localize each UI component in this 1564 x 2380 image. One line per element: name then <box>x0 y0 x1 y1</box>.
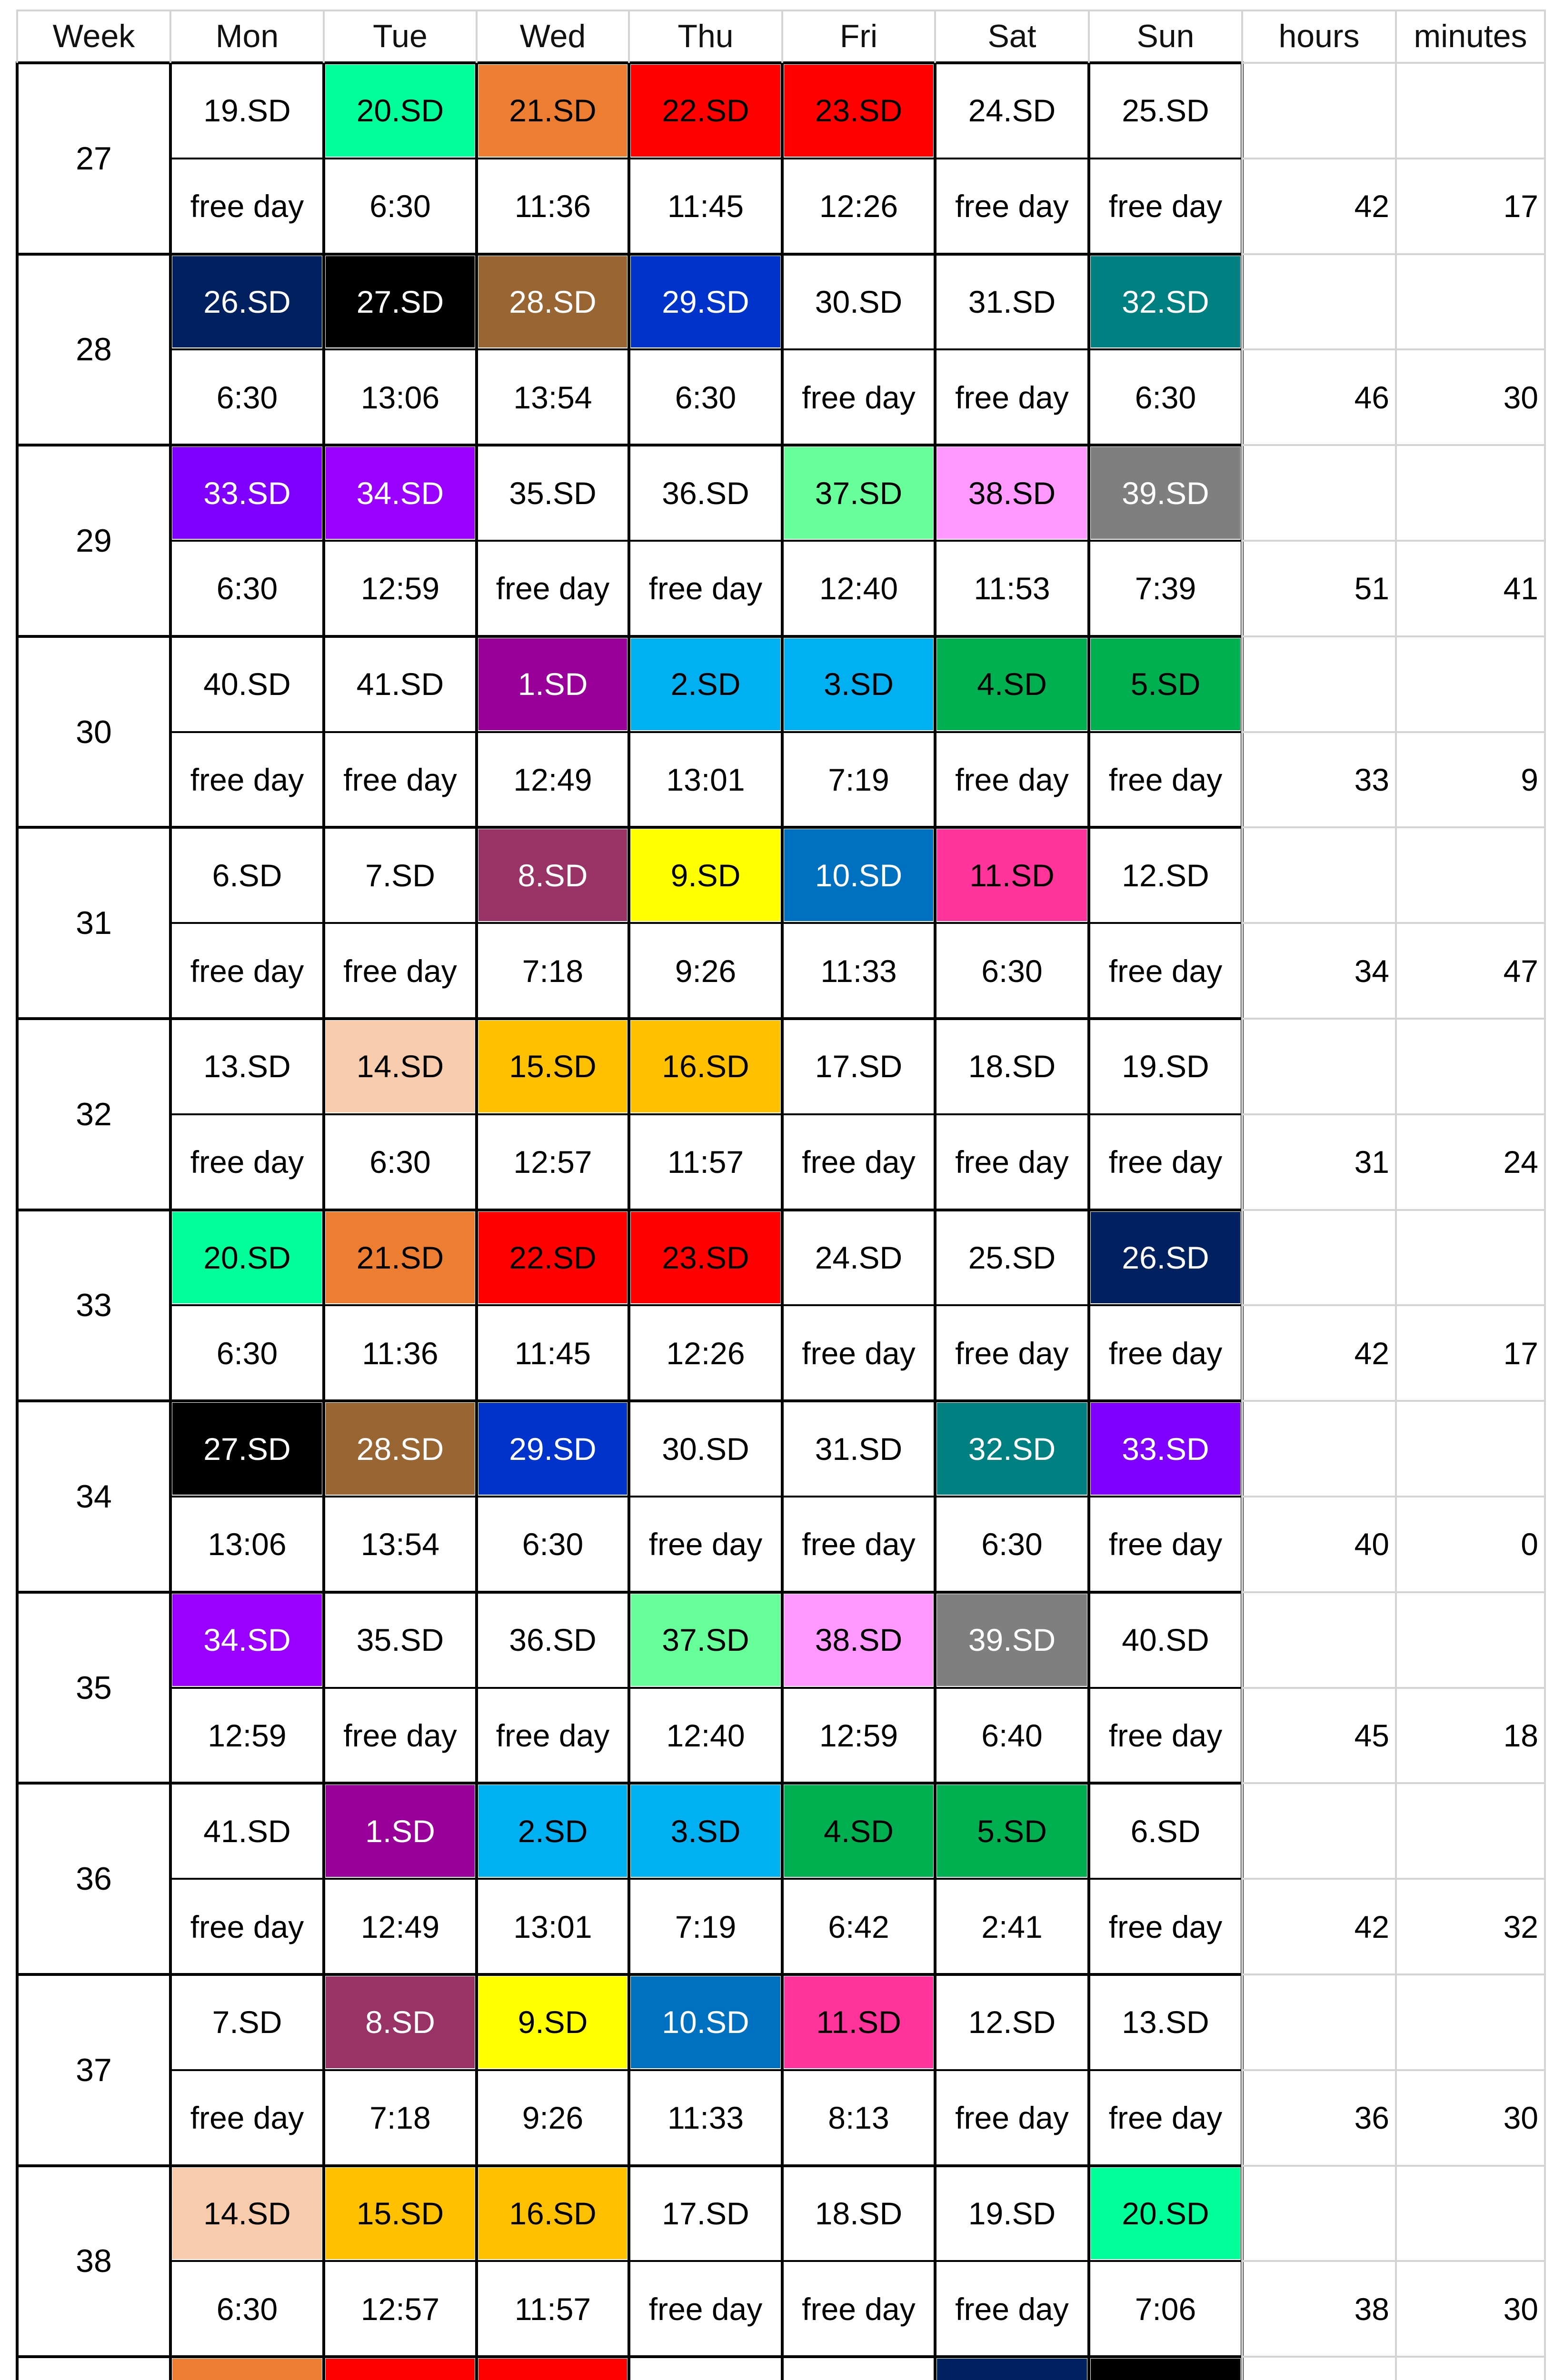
shift-time-cell: 12:40 <box>819 571 898 606</box>
shift-time-cell: 12:57 <box>513 1144 592 1180</box>
week-number <box>17 2357 170 2380</box>
shift-code-cell: 9.SD <box>631 829 780 921</box>
hours-total: 33 <box>1354 762 1389 797</box>
shift-time-cell: 13:54 <box>360 1527 440 1562</box>
shift-time-cell: 7:18 <box>369 2100 431 2136</box>
shift-time-cell: 7:19 <box>828 762 889 797</box>
grid-line-light <box>1242 1973 1545 1975</box>
shift-code-cell: 20.SD <box>326 65 475 157</box>
shift-time-cell: free day <box>1108 1909 1223 1944</box>
grid-line-light <box>1242 2260 1545 2262</box>
shift-code-cell: 40.SD <box>1122 1622 1209 1658</box>
shift-code-cell <box>784 2359 933 2380</box>
shift-time-cell: free day <box>190 953 304 989</box>
grid-line-light <box>1242 2356 1545 2358</box>
shift-time-cell: free day <box>802 1527 916 1562</box>
grid-line-horizontal <box>170 731 1242 733</box>
week-number: 34 <box>76 1478 112 1515</box>
grid-line-horizontal <box>170 1496 1242 1497</box>
shift-time-cell: 6:30 <box>981 1527 1043 1562</box>
grid-line-light <box>1242 635 1545 637</box>
grid-line-light <box>1242 444 1545 446</box>
shift-time-cell: 6:30 <box>216 2291 278 2327</box>
shift-time-cell: 11:36 <box>514 188 591 224</box>
shift-code-cell: 2.SD <box>631 638 780 730</box>
shift-time-cell: free day <box>648 571 763 606</box>
shift-time-cell: 6:30 <box>981 953 1043 989</box>
shift-code-cell: 29.SD <box>478 1403 627 1495</box>
shift-time-cell: free day <box>1108 1717 1223 1753</box>
grid-line-light <box>323 10 325 63</box>
shift-code-cell: 15.SD <box>478 1021 627 1112</box>
shift-time-cell: free day <box>1108 762 1223 797</box>
grid-line-light <box>1241 10 1243 63</box>
shift-code-cell: 4.SD <box>937 638 1087 730</box>
shift-code-cell: 12.SD <box>1122 857 1209 893</box>
grid-line-light <box>1242 1209 1545 1211</box>
shift-time-cell: free day <box>190 188 304 224</box>
shift-code-cell: 18.SD <box>815 2195 903 2231</box>
shift-code-cell: 15.SD <box>326 2168 475 2260</box>
hours-total: 45 <box>1354 1717 1389 1753</box>
shift-code-cell: 3.SD <box>784 638 933 730</box>
week-number: 31 <box>76 905 112 942</box>
shift-time-cell: free day <box>648 2291 763 2327</box>
hours-total: 34 <box>1354 953 1389 989</box>
minutes-total: 9 <box>1521 762 1538 797</box>
shift-code-cell: 36.SD <box>509 1622 597 1658</box>
header-day-wed: Wed <box>519 18 586 54</box>
shift-time-cell: 13:54 <box>513 379 592 415</box>
shift-time-cell: 9:26 <box>675 953 737 989</box>
header-week: Week <box>52 18 135 54</box>
shift-code-cell: 19.SD <box>968 2195 1056 2231</box>
grid-line-light <box>1242 1113 1545 1115</box>
grid-line-horizontal <box>16 1209 1244 1211</box>
header-day-tue: Tue <box>373 18 428 54</box>
shift-code-cell: 33.SD <box>172 447 322 539</box>
grid-line-light <box>1544 63 1546 2380</box>
shift-code-cell: 30.SD <box>815 284 903 319</box>
shift-time-cell: free day <box>496 571 610 606</box>
grid-line-horizontal <box>170 158 1242 159</box>
header-minutes: minutes <box>1414 18 1527 54</box>
grid-line-vertical <box>628 61 630 2380</box>
shift-code-cell: 34.SD <box>326 447 475 539</box>
shift-time-cell: 11:45 <box>667 188 744 224</box>
shift-time-cell: 12:59 <box>360 571 440 606</box>
shift-code-cell: 21.SD <box>478 65 627 157</box>
shift-time-cell: 6:40 <box>981 1717 1043 1753</box>
shift-time-cell: free day <box>955 1335 1069 1371</box>
shift-code-cell: 37.SD <box>631 1594 780 1686</box>
shift-code-cell: 35.SD <box>356 1622 444 1658</box>
grid-line-horizontal <box>16 253 1244 256</box>
shift-code-cell: 19.SD <box>203 93 291 129</box>
shift-code-cell: 21.SD <box>326 1212 475 1304</box>
shift-code-cell: 31.SD <box>968 284 1056 319</box>
grid-line-light <box>1242 1782 1545 1784</box>
shift-code-cell: 28.SD <box>326 1403 475 1495</box>
header-day-fri: Fri <box>839 18 878 54</box>
shift-code-cell: 38.SD <box>937 447 1087 539</box>
shift-time-cell: free day <box>496 1717 610 1753</box>
shift-time-cell: free day <box>1108 953 1223 989</box>
hours-total: 36 <box>1354 2100 1389 2136</box>
shift-time-cell: 13:06 <box>360 379 440 415</box>
shift-time-cell: 11:53 <box>974 571 1050 606</box>
shift-time-cell: 6:42 <box>828 1909 889 1944</box>
minutes-total: 30 <box>1503 379 1538 415</box>
shift-time-cell: free day <box>802 1335 916 1371</box>
grid-line-light <box>1242 1496 1545 1497</box>
grid-line-light <box>1395 63 1397 2380</box>
shift-code-cell: 20.SD <box>172 1212 322 1304</box>
grid-line-horizontal <box>170 1878 1242 1880</box>
header-day-thu: Thu <box>677 18 734 54</box>
shift-code-cell: 26.SD <box>1091 1212 1240 1304</box>
shift-code-cell: 28.SD <box>478 256 627 348</box>
grid-line-horizontal <box>16 444 1244 446</box>
shift-time-cell: 12:49 <box>360 1909 440 1944</box>
grid-line-light <box>169 10 171 63</box>
grid-line-vertical <box>934 61 936 2380</box>
shift-time-cell: free day <box>955 2100 1069 2136</box>
shift-time-cell: 6:30 <box>522 1527 584 1562</box>
shift-code-cell: 19.SD <box>1122 1049 1209 1084</box>
shift-code-cell: 23.SD <box>631 1212 780 1304</box>
shift-time-cell: free day <box>1108 1144 1223 1180</box>
minutes-total: 30 <box>1503 2100 1538 2136</box>
grid-line-light <box>1242 1687 1545 1689</box>
grid-line-light <box>17 10 1545 11</box>
shift-time-cell: free day <box>190 2100 304 2136</box>
minutes-total: 47 <box>1503 953 1538 989</box>
week-number: 35 <box>76 1669 112 1706</box>
grid-line-horizontal <box>170 348 1242 350</box>
shift-code-cell: 1.SD <box>478 638 627 730</box>
grid-line-light <box>1242 158 1545 159</box>
week-number: 28 <box>76 331 112 368</box>
shift-time-cell: 11:57 <box>667 1144 744 1180</box>
grid-line-light <box>1242 62 1545 64</box>
shift-code-cell: 5.SD <box>1091 638 1240 730</box>
shift-code-cell: 24.SD <box>968 93 1056 129</box>
shift-time-cell: 7:18 <box>522 953 584 989</box>
shift-code-cell: 41.SD <box>356 666 444 702</box>
shift-time-cell: free day <box>955 762 1069 797</box>
grid-line-horizontal <box>16 1017 1244 1020</box>
shift-code-cell <box>631 2359 780 2380</box>
grid-line-vertical <box>169 61 172 2380</box>
hours-total: 31 <box>1354 1144 1389 1180</box>
grid-line-light <box>1088 10 1090 63</box>
shift-code-cell: 22.SD <box>631 65 780 157</box>
shift-time-cell: free day <box>802 2291 916 2327</box>
shift-code-cell: 32.SD <box>937 1403 1087 1495</box>
shift-time-cell: 9:26 <box>522 2100 584 2136</box>
shift-code-cell: 39.SD <box>937 1594 1087 1686</box>
header-hours: hours <box>1278 18 1360 54</box>
shift-code-cell: 35.SD <box>509 475 597 511</box>
grid-line-light <box>1242 2165 1545 2167</box>
hours-total: 40 <box>1354 1527 1389 1562</box>
shift-code-cell: 13.SD <box>203 1049 291 1084</box>
shift-time-cell: free day <box>1108 188 1223 224</box>
grid-line-light <box>1242 1400 1545 1402</box>
grid-line-horizontal <box>170 1304 1242 1306</box>
shift-time-cell: free day <box>802 1144 916 1180</box>
shift-code-cell: 36.SD <box>662 475 749 511</box>
shift-time-cell: 6:30 <box>216 1335 278 1371</box>
shift-code-cell: 17.SD <box>662 2195 749 2231</box>
hours-total: 42 <box>1354 1909 1389 1944</box>
hours-total: 38 <box>1354 2291 1389 2327</box>
shift-time-cell: 13:06 <box>208 1527 287 1562</box>
grid-line-light <box>1242 540 1545 542</box>
shift-code-cell: 25.SD <box>968 1240 1056 1275</box>
shift-code-cell: 31.SD <box>815 1431 903 1467</box>
grid-line-horizontal <box>16 2164 1244 2167</box>
shift-code-cell: 14.SD <box>172 2168 322 2260</box>
shift-time-cell: 12:40 <box>666 1717 745 1753</box>
shift-code-cell: 17.SD <box>815 1049 903 1084</box>
header-day-sat: Sat <box>987 18 1036 54</box>
shift-code-cell: 9.SD <box>478 1976 627 2068</box>
minutes-total: 32 <box>1503 1909 1538 1944</box>
shift-time-cell: free day <box>343 953 457 989</box>
grid-line-horizontal <box>170 2260 1242 2262</box>
grid-line-vertical <box>1087 61 1090 2380</box>
grid-line-light <box>781 10 783 63</box>
shift-time-cell: 12:49 <box>513 762 592 797</box>
shift-time-cell: free day <box>648 1527 763 1562</box>
grid-line-vertical <box>781 61 784 2380</box>
shift-code-cell: 16.SD <box>631 1021 780 1112</box>
week-number: 29 <box>76 522 112 559</box>
shift-code-cell: 16.SD <box>478 2168 627 2260</box>
hours-total: 42 <box>1354 1335 1389 1371</box>
shift-time-cell: free day <box>955 188 1069 224</box>
shift-code-cell: 38.SD <box>784 1594 933 1686</box>
shift-code-cell: 8.SD <box>326 1976 475 2068</box>
shift-time-cell: 7:39 <box>1135 571 1196 606</box>
shift-code-cell: 12.SD <box>968 2004 1056 2040</box>
shift-code-cell: 26.SD <box>172 256 322 348</box>
shift-time-cell: free day <box>955 379 1069 415</box>
shift-code-cell: 25.SD <box>1122 93 1209 129</box>
grid-line-light <box>1242 1878 1545 1880</box>
shift-time-cell: free day <box>955 2291 1069 2327</box>
shift-code-cell: 1.SD <box>326 1785 475 1877</box>
grid-line-horizontal <box>16 635 1244 638</box>
grid-line-horizontal <box>170 2069 1242 2071</box>
minutes-total: 0 <box>1521 1527 1538 1562</box>
shift-code-cell: 27.SD <box>326 256 475 348</box>
shift-time-cell: 13:01 <box>666 762 745 797</box>
shift-time-cell: 2:41 <box>981 1909 1043 1944</box>
grid-line-light <box>1242 731 1545 733</box>
shift-code-cell: 13.SD <box>1122 2004 1209 2040</box>
shift-code-cell: 41.SD <box>203 1813 291 1849</box>
grid-line-horizontal <box>170 1687 1242 1689</box>
shift-code-cell: 2.SD <box>478 1785 627 1877</box>
minutes-total: 30 <box>1503 2291 1538 2327</box>
minutes-total: 41 <box>1503 571 1538 606</box>
shift-code-cell: 27.SD <box>172 1403 322 1495</box>
shift-time-cell: 6:30 <box>216 571 278 606</box>
shift-code-cell <box>478 2359 627 2380</box>
shift-code-cell: 24.SD <box>815 1240 903 1275</box>
shift-code-cell: 18.SD <box>968 1049 1056 1084</box>
minutes-total: 24 <box>1503 1144 1538 1180</box>
shift-time-cell: 7:19 <box>675 1909 737 1944</box>
grid-line-horizontal <box>16 1782 1244 1785</box>
shift-time-cell: 11:57 <box>514 2291 591 2327</box>
shift-code-cell <box>937 2359 1087 2380</box>
shift-code-cell: 6.SD <box>1130 1813 1201 1849</box>
grid-line-light <box>1242 826 1545 828</box>
shift-time-cell: 12:26 <box>819 188 898 224</box>
grid-line-light <box>1242 348 1545 350</box>
shift-time-cell: 11:36 <box>362 1335 438 1371</box>
shift-time-cell: free day <box>190 1144 304 1180</box>
shift-time-cell: 11:45 <box>514 1335 591 1371</box>
shift-time-cell: 6:30 <box>369 1144 431 1180</box>
grid-line-horizontal <box>16 1973 1244 1976</box>
week-number: 30 <box>76 714 112 750</box>
grid-line-light <box>1241 63 1243 2380</box>
minutes-total: 17 <box>1503 1335 1538 1371</box>
week-number: 27 <box>76 140 112 177</box>
shift-code-cell: 39.SD <box>1091 447 1240 539</box>
grid-line-light <box>476 10 478 63</box>
grid-line-light <box>1544 10 1546 63</box>
grid-line-vertical <box>16 61 19 2380</box>
shift-time-cell: 12:59 <box>819 1717 898 1753</box>
shift-time-cell: 11:33 <box>820 953 897 989</box>
shift-time-cell: free day <box>955 1144 1069 1180</box>
shift-code-cell: 29.SD <box>631 256 780 348</box>
shift-code-cell: 32.SD <box>1091 256 1240 348</box>
shift-code-cell: 30.SD <box>662 1431 749 1467</box>
shift-time-cell: 11:33 <box>667 2100 744 2136</box>
grid-line-vertical <box>322 61 325 2380</box>
grid-line-light <box>16 10 18 63</box>
grid-line-light <box>1242 1304 1545 1306</box>
shift-time-cell: free day <box>190 762 304 797</box>
grid-line-light <box>1242 922 1545 924</box>
shift-time-cell: 6:30 <box>369 188 431 224</box>
shift-code-cell: 20.SD <box>1091 2168 1240 2260</box>
shift-code-cell <box>326 2359 475 2380</box>
shift-code-cell: 6.SD <box>212 857 282 893</box>
grid-line-light <box>1242 2069 1545 2071</box>
shift-time-cell: 7:06 <box>1135 2291 1196 2327</box>
shift-code-cell: 8.SD <box>478 829 627 921</box>
shift-time-cell: free day <box>802 379 916 415</box>
shift-code-cell: 14.SD <box>326 1021 475 1112</box>
shift-time-cell: 13:01 <box>513 1909 592 1944</box>
shift-time-cell: free day <box>343 1717 457 1753</box>
week-number: 38 <box>76 2243 112 2280</box>
shift-code-cell: 11.SD <box>784 1976 933 2068</box>
shift-code-cell: 10.SD <box>784 829 933 921</box>
shift-time-cell: free day <box>1108 1527 1223 1562</box>
shift-code-cell: 11.SD <box>937 829 1087 921</box>
hours-total: 46 <box>1354 379 1389 415</box>
shift-code-cell <box>1091 2359 1240 2380</box>
grid-line-horizontal <box>170 922 1242 924</box>
grid-line-horizontal <box>170 540 1242 542</box>
grid-line-light <box>628 10 630 63</box>
grid-line-horizontal <box>16 1591 1244 1594</box>
shift-time-cell: free day <box>343 762 457 797</box>
shift-code-cell: 3.SD <box>631 1785 780 1877</box>
week-number: 33 <box>76 1287 112 1324</box>
shift-code-cell: 7.SD <box>365 857 435 893</box>
week-number: 36 <box>76 1861 112 1897</box>
shift-code-cell: 34.SD <box>172 1594 322 1686</box>
grid-line-light <box>1242 253 1545 255</box>
shift-code-cell: 23.SD <box>784 65 933 157</box>
header-day-sun: Sun <box>1136 18 1195 54</box>
shift-code-cell: 40.SD <box>203 666 291 702</box>
grid-line-light <box>934 10 936 63</box>
shift-time-cell: free day <box>1108 2100 1223 2136</box>
shift-time-cell: 6:30 <box>1135 379 1196 415</box>
minutes-total: 18 <box>1503 1717 1538 1753</box>
shift-code-cell: 10.SD <box>631 1976 780 2068</box>
shift-time-cell: 8:13 <box>828 2100 889 2136</box>
shift-code-cell: 7.SD <box>212 2004 282 2040</box>
grid-line-vertical <box>475 61 478 2380</box>
shift-time-cell: free day <box>190 1909 304 1944</box>
grid-line-light <box>1395 10 1397 63</box>
minutes-total: 17 <box>1503 188 1538 224</box>
hours-total: 42 <box>1354 188 1389 224</box>
week-number: 37 <box>76 2052 112 2088</box>
shift-code-cell: 4.SD <box>784 1785 933 1877</box>
shift-code-cell: 5.SD <box>937 1785 1087 1877</box>
shift-time-cell: 6:30 <box>675 379 737 415</box>
shift-time-cell: 12:57 <box>360 2291 440 2327</box>
grid-line-light <box>1242 1018 1545 1020</box>
shift-code-cell: 22.SD <box>478 1212 627 1304</box>
grid-line-horizontal <box>170 1113 1242 1115</box>
grid-line-horizontal <box>16 826 1244 829</box>
shift-time-cell: 12:26 <box>666 1335 745 1371</box>
shift-time-cell: free day <box>1108 1335 1223 1371</box>
grid-line-light <box>1242 1591 1545 1593</box>
shift-code-cell: 33.SD <box>1091 1403 1240 1495</box>
shift-code-cell <box>172 2359 322 2380</box>
week-number: 32 <box>76 1096 112 1132</box>
shift-code-cell: 37.SD <box>784 447 933 539</box>
hours-total: 51 <box>1354 571 1389 606</box>
grid-line-horizontal <box>16 2355 1244 2358</box>
header-day-mon: Mon <box>215 18 279 54</box>
shift-time-cell: 12:59 <box>208 1717 287 1753</box>
shift-time-cell: 6:30 <box>216 379 278 415</box>
grid-line-horizontal <box>16 1399 1244 1402</box>
